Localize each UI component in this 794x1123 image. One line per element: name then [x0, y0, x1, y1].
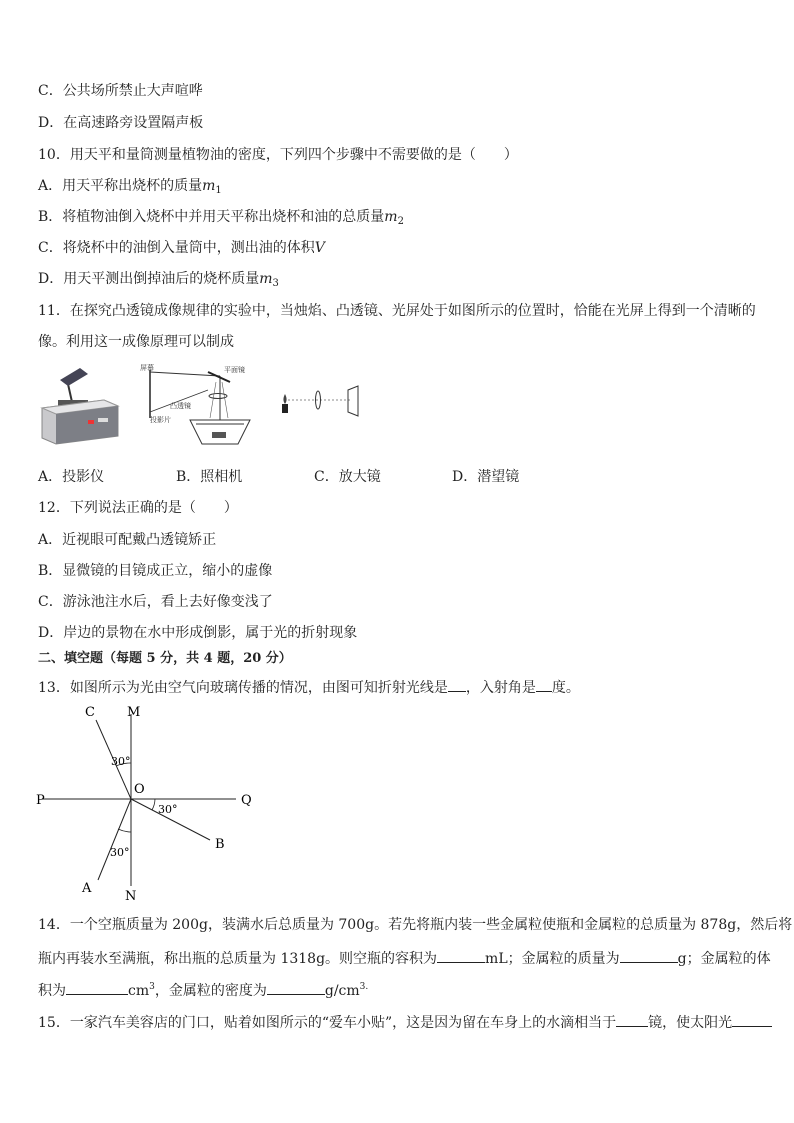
- q12-option-d: D．岸边的景物在水中形成倒影，属于光的折射现象: [38, 625, 358, 641]
- q12-option-b: B．显微镜的目镜成正立，缩小的虚像: [38, 563, 273, 579]
- projector-diagram: [138, 362, 258, 450]
- label-q: Q: [241, 793, 252, 808]
- label-b: B: [215, 837, 225, 852]
- q10-option-b: B．将植物油倒入烧杯中并用天平称出烧杯和油的总质量$m_2$: [38, 209, 404, 227]
- label-mirror: 平面镜: [224, 366, 245, 374]
- q11-option-a: A．投影仪: [38, 469, 105, 485]
- q9-option-c: C．公共场所禁止大声喧哗: [38, 83, 203, 99]
- projector-photo: [38, 362, 124, 448]
- refraction-diagram: [30, 700, 270, 906]
- q10-option-d: D．用天平测出倒掉油后的烧杯质量$m_3$: [38, 271, 279, 289]
- q13-stem: 13．如图所示为光由空气向玻璃传播的情况，由图可知折射光线是 ，入射角是 度。: [38, 677, 580, 697]
- q11-option-d: D．潜望镜: [452, 469, 520, 485]
- q15-blank-lens[interactable]: [616, 1012, 648, 1027]
- label-screen: 屏幕: [140, 364, 154, 372]
- label-n: N: [125, 889, 137, 904]
- q15-line1: 15．一家汽车美容店的门口，贴着如图所示的“爱车小贴”，这是因为留在车身上的水滴相当于 镜，使太阳光: [38, 1012, 772, 1032]
- q14-blank-metal-volume[interactable]: [66, 980, 128, 995]
- q10-option-a: A．用天平称出烧杯的质量$m_1$: [38, 178, 222, 196]
- q12-option-c: C．游泳池注水后，看上去好像变浅了: [38, 594, 273, 610]
- q11-stem-line2: 像。利用这一成像原理可以制成: [38, 334, 234, 350]
- q14-blank-mass[interactable]: [620, 948, 678, 963]
- label-p: P: [36, 793, 45, 808]
- q14-blank-volume[interactable]: [437, 948, 485, 963]
- q12-stem: 12．下列说法正确的是（ ）: [38, 500, 238, 516]
- label-c: C: [85, 705, 95, 720]
- q11-option-c: C．放大镜: [314, 469, 381, 485]
- label-a: A: [82, 881, 92, 896]
- q14-blank-density[interactable]: [267, 980, 325, 995]
- q13-blank-1[interactable]: [448, 677, 466, 692]
- label-lens: 凸透镜: [170, 402, 191, 410]
- q12-option-a: A．近视眼可配戴凸透镜矫正: [38, 532, 217, 548]
- q11-option-b: B．照相机: [176, 469, 243, 485]
- q10-option-c: C．将烧杯中的油倒入量筒中，测出油的体积V: [38, 240, 325, 256]
- section2-title: 二、填空题（每题 5 分，共 4 题，20 分）: [38, 651, 292, 666]
- q14-line2: 瓶内再装水至满瓶，称出瓶的总质量为 1318g。则空瓶的容积为 mL；金属粒的质量为 g；金属粒的体: [38, 948, 771, 968]
- q10-stem: 10．用天平和量筒测量植物油的密度，下列四个步骤中不需要做的是（ ）: [38, 147, 518, 163]
- label-m: M: [127, 705, 141, 720]
- angle-label-3: 30°: [110, 846, 130, 859]
- angle-label-2: 30°: [158, 803, 178, 816]
- q15-blank-effect[interactable]: [732, 1012, 772, 1027]
- lens-bench-diagram: [276, 382, 366, 422]
- angle-label-1: 30°: [111, 755, 131, 768]
- q14-line1: 14．一个空瓶质量为 200g，装满水后总质量为 700g。若先将瓶内装一些金属粒使瓶和金属粒的总质量为 878g，然后将: [38, 917, 793, 933]
- q14-line3: 积为 $cm^3$，金属粒的密度为 $g/cm^{3.}$: [38, 982, 369, 999]
- label-slide: 投影片: [150, 416, 171, 424]
- q9-option-d: D．在高速路旁设置隔声板: [38, 115, 204, 131]
- q11-stem-line1: 11．在探究凸透镜成像规律的实验中，当烛焰、凸透镜、光屏处于如图所示的位置时，恰能在光屏上得到一个清晰的: [38, 303, 756, 319]
- label-o: O: [134, 782, 145, 797]
- q13-blank-2[interactable]: [536, 677, 552, 692]
